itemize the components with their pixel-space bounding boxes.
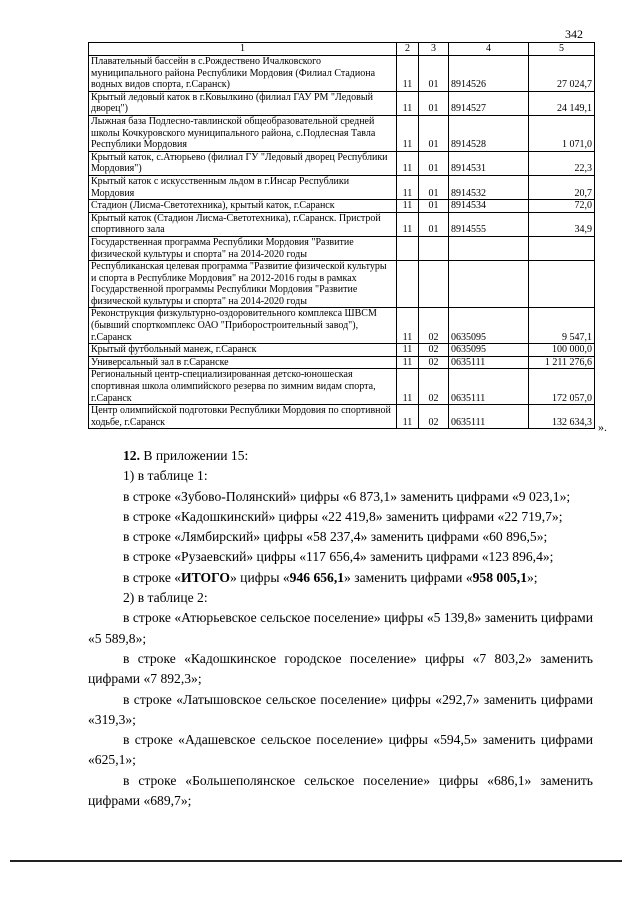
object-name-cell: Плавательный бассейн в с.Рождествено Ичалковского муниципального района Республики Мордовия (Филиал Стадиона водных видов спорта, г.Саранск) bbox=[89, 56, 397, 92]
section-code-cell: 11 bbox=[397, 405, 419, 429]
section-code-cell: 11 bbox=[397, 369, 419, 405]
amendment-line: в строке «Рузаевский» цифры «117 656,4» заменить цифрами «123 896,4»; bbox=[123, 549, 554, 565]
subsection-code-cell: 01 bbox=[419, 115, 449, 151]
table-row bbox=[89, 115, 595, 151]
section-code-cell bbox=[397, 236, 419, 260]
section-code-cell: 11 bbox=[397, 91, 419, 115]
table-row bbox=[89, 405, 595, 429]
amendment-line: в строке «Кадошкинский» цифры «22 419,8» заменить цифрами «22 719,7»; bbox=[123, 508, 563, 524]
amount-cell: 1 211 276,6 bbox=[529, 356, 595, 369]
section-code-cell: 11 bbox=[397, 212, 419, 236]
subsection-code-cell: 02 bbox=[419, 369, 449, 405]
amendment-line: в строке «Латышовское сельское поселение» цифры «292,7» заменить цифрами «319,3»; bbox=[88, 691, 593, 727]
section-code-cell: 11 bbox=[397, 175, 419, 199]
amount-cell: 9 547,1 bbox=[529, 308, 595, 344]
target-article-cell: 8914528 bbox=[449, 115, 529, 151]
target-article-cell: 8914534 bbox=[449, 200, 529, 213]
subsection-code-cell: 02 bbox=[419, 308, 449, 344]
object-name-cell: Республиканская целевая программа "Развитие физической культуры и спорта в Республике Мордовия" на 2012-2016 годы в рамках Государственной программы Республики Мордовия "Развитие физической культуры и спорта" на 2014-2020 годы bbox=[89, 261, 397, 308]
object-name-cell: Региональный центр-специализированная детско-юношеская спортивная школа олимпийского резерва по зимним видам спорта, г.Саранск bbox=[89, 369, 397, 405]
old-total: 946 656,1 bbox=[289, 569, 345, 585]
amendment-text bbox=[88, 446, 593, 811]
object-name-cell: Лыжная база Подлесно-тавлинской общеобразовательной средней школы Кочкуровского муниципального района, с.Подлесная Тавла Республики Мордовия bbox=[89, 115, 397, 151]
amendment-line: в строке «Кадошкинское городское поселение» цифры «7 803,2» заменить цифрами «7 892,3»; bbox=[88, 650, 593, 687]
table-row bbox=[89, 56, 595, 92]
target-article-cell: 8914531 bbox=[449, 151, 529, 175]
subsection-code-cell bbox=[419, 261, 449, 308]
amount-cell: 1 071,0 bbox=[529, 115, 595, 151]
table-row bbox=[89, 369, 595, 405]
subsection-code-cell: 01 bbox=[419, 56, 449, 92]
target-article-cell bbox=[449, 261, 529, 308]
section-code-cell: 11 bbox=[397, 200, 419, 213]
amount-cell: 27 024,7 bbox=[529, 56, 595, 92]
object-name-cell: Универсальный зал в г.Саранске bbox=[89, 356, 397, 369]
object-name-cell: Государственная программа Республики Мордовия "Развитие физической культуры и спорта" на 2014-2020 годы bbox=[89, 236, 397, 260]
subsection-code-cell: 02 bbox=[419, 356, 449, 369]
table-row bbox=[89, 356, 595, 369]
section-code-cell: 11 bbox=[397, 344, 419, 357]
section-heading-text: В приложении 15: bbox=[140, 448, 249, 463]
amount-cell bbox=[529, 261, 595, 308]
table-row bbox=[89, 308, 595, 344]
table-row bbox=[89, 151, 595, 175]
amount-cell: 72,0 bbox=[529, 200, 595, 213]
table-row bbox=[89, 91, 595, 115]
section-code-cell: 11 bbox=[397, 151, 419, 175]
page-number: 342 bbox=[565, 27, 583, 41]
target-article-cell: 0635095 bbox=[449, 308, 529, 344]
page-bottom-rule bbox=[10, 860, 622, 862]
object-name-cell: Стадион (Лисма-Светотехника), крытый каток, г.Саранск bbox=[89, 200, 397, 213]
object-name-cell: Центр олимпийской подготовки Республики Мордовия по спортивной ходьбе, г.Саранск bbox=[89, 405, 397, 429]
table-row bbox=[89, 175, 595, 199]
amount-cell: 24 149,1 bbox=[529, 91, 595, 115]
text-run: »; bbox=[527, 569, 538, 585]
amount-cell: 100 000,0 bbox=[529, 344, 595, 357]
target-article-cell: 0635095 bbox=[449, 344, 529, 357]
table-body bbox=[89, 56, 595, 429]
text-run: в строке « bbox=[123, 569, 182, 585]
object-name-cell: Крытый каток с искусственным льдом в г.Инсар Республики Мордовия bbox=[89, 175, 397, 199]
target-article-cell: 0635111 bbox=[449, 356, 529, 369]
subsection-code-cell bbox=[419, 236, 449, 260]
target-article-cell: 8914555 bbox=[449, 212, 529, 236]
target-article-cell: 8914526 bbox=[449, 56, 529, 92]
amount-cell: 34,9 bbox=[529, 212, 595, 236]
subitem-1: 1) в таблице 1: bbox=[123, 468, 208, 484]
target-article-cell bbox=[449, 236, 529, 260]
table-row bbox=[89, 344, 595, 357]
target-article-cell: 0635111 bbox=[449, 405, 529, 429]
column-header: 3 bbox=[419, 43, 449, 56]
section-code-cell: 11 bbox=[397, 356, 419, 369]
table-row bbox=[89, 261, 595, 308]
subsection-code-cell: 02 bbox=[419, 344, 449, 357]
section-code-cell: 11 bbox=[397, 308, 419, 344]
table-row bbox=[89, 200, 595, 213]
amendment-line: в строке «Адашевское сельское поселение» цифры «594,5» заменить цифрами «625,1»; bbox=[88, 732, 593, 768]
object-name-cell: Крытый ледовый каток в г.Ковылкино (филиал ГАУ РМ "Ледовый дворец") bbox=[89, 91, 397, 115]
table-row bbox=[89, 212, 595, 236]
object-name-cell: Крытый каток (Стадион Лисма-Светотехника), г.Саранск. Пристрой спортивного зала bbox=[89, 212, 397, 236]
table-header-row bbox=[89, 43, 595, 56]
object-name-cell: Крытый каток, с.Атюрьево (филиал ГУ "Ледовый дворец Республики Мордовия") bbox=[89, 151, 397, 175]
target-article-cell: 8914527 bbox=[449, 91, 529, 115]
amount-cell: 22,3 bbox=[529, 151, 595, 175]
subsection-code-cell: 01 bbox=[419, 212, 449, 236]
column-header: 4 bbox=[449, 43, 529, 56]
section-code-cell bbox=[397, 261, 419, 308]
text-run: » цифры « bbox=[229, 569, 290, 585]
amendment-line: в строке «Зубово-Полянский» цифры «6 873,1» заменить цифрами «9 023,1»; bbox=[123, 488, 571, 504]
object-name-cell: Реконструкция физкультурно-оздоровительного комплекса ШВСМ (бывший спорткомплекс ОАО "Приборостроительный завод"), г.Саранск bbox=[89, 308, 397, 344]
column-header: 2 bbox=[397, 43, 419, 56]
closing-quote-mark: ». bbox=[598, 420, 607, 434]
section-heading bbox=[88, 446, 593, 466]
amendment-line: в строке «Атюрьевское сельское поселение» цифры «5 139,8» заменить цифрами «5 589,8»; bbox=[88, 610, 593, 646]
amount-cell bbox=[529, 236, 595, 260]
text-run: » заменить цифрами « bbox=[344, 569, 473, 585]
section-number: 12. bbox=[123, 448, 140, 463]
new-total: 958 005,1 bbox=[472, 569, 527, 585]
column-header: 5 bbox=[529, 43, 595, 56]
object-name-cell: Крытый футбольный манеж, г.Саранск bbox=[89, 344, 397, 357]
amount-cell: 172 057,0 bbox=[529, 369, 595, 405]
subsection-code-cell: 02 bbox=[419, 405, 449, 429]
subsection-code-cell: 01 bbox=[419, 151, 449, 175]
section-code-cell: 11 bbox=[397, 56, 419, 92]
section-code-cell: 11 bbox=[397, 115, 419, 151]
amendment-line: в строке «Большеполянское сельское поселение» цифры «686,1» заменить цифрами «689,7»; bbox=[88, 772, 593, 809]
budget-table bbox=[88, 42, 595, 429]
amount-cell: 132 634,3 bbox=[529, 405, 595, 429]
column-header: 1 bbox=[89, 43, 397, 56]
table-row bbox=[89, 236, 595, 260]
subsection-code-cell: 01 bbox=[419, 91, 449, 115]
amount-cell: 20,7 bbox=[529, 175, 595, 199]
amendment-line-total bbox=[88, 568, 593, 588]
subsection-code-cell: 01 bbox=[419, 175, 449, 199]
subsection-code-cell: 01 bbox=[419, 200, 449, 213]
target-article-cell: 8914532 bbox=[449, 175, 529, 199]
subitem-2: 2) в таблице 2: bbox=[123, 590, 208, 606]
amendment-line: в строке «Лямбирский» цифры «58 237,4» заменить цифрами «60 896,5»; bbox=[123, 529, 548, 545]
target-article-cell: 0635111 bbox=[449, 369, 529, 405]
total-label: ИТОГО bbox=[181, 569, 230, 585]
